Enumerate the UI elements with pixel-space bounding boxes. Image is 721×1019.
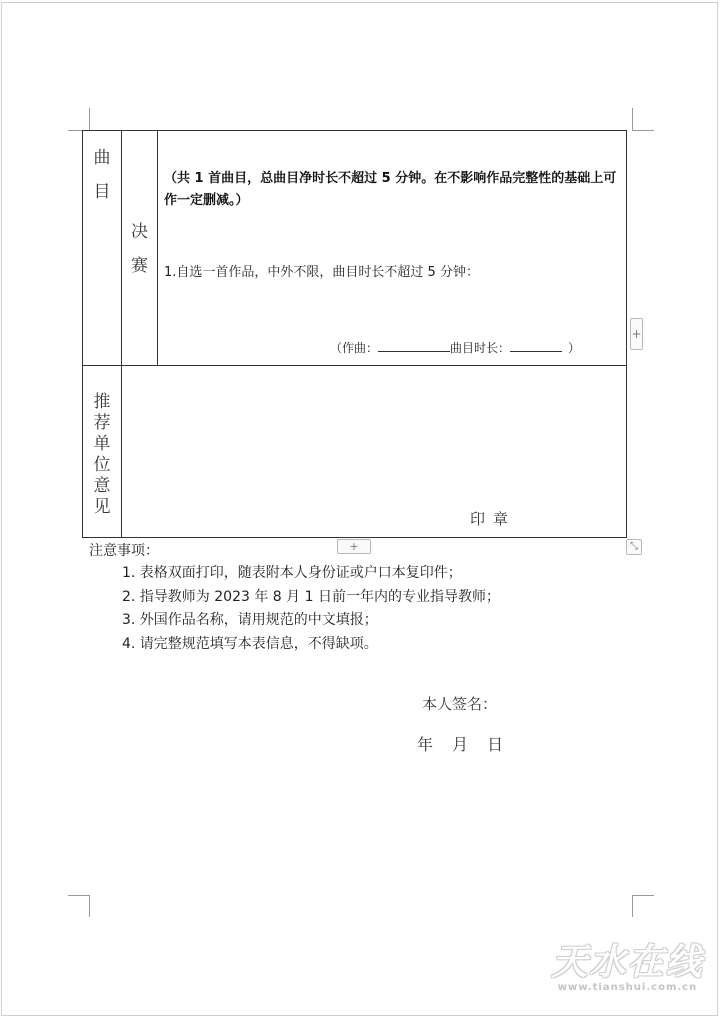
composer-label: （作曲：	[330, 341, 379, 355]
notes-list	[122, 562, 500, 656]
crop-mark-bottom-left-h	[68, 895, 90, 896]
crop-mark-bottom-right-v	[632, 895, 633, 917]
note-item-2: 2. 指导教师为 2023 年 8 月 1 日前一年内的专业指导教师；	[122, 588, 500, 605]
site-watermark	[540, 940, 715, 993]
recommend-label: 推荐单位意见	[93, 392, 111, 517]
composer-close: ）	[568, 341, 581, 355]
crop-mark-top-right-v	[632, 108, 633, 130]
add-row-button[interactable]: +	[337, 539, 371, 554]
repertoire-item-1: 1.自选一首作品，中外不限，曲目时长不超过 5 分钟：	[164, 265, 479, 280]
repertoire-label-cell	[83, 131, 122, 366]
table-resize-handle[interactable]: ⤡	[626, 539, 642, 555]
final-round-label: 决赛	[131, 222, 148, 276]
repertoire-content-cell[interactable]	[158, 131, 627, 366]
repertoire-note: （共 1 首曲目，总曲目净时长不超过 5 分钟。在不影响作品完整性的基础上可作一定删减。）	[164, 171, 617, 208]
composer-duration-line	[330, 339, 580, 356]
final-label-cell	[122, 131, 158, 366]
recommend-label-cell	[83, 366, 122, 538]
date-line: 年 月 日	[417, 735, 504, 754]
crop-mark-top-left-v	[89, 108, 90, 130]
watermark-url: www.tianshui.com.cn	[557, 982, 698, 993]
signature-label: 本人签名：	[422, 695, 498, 713]
recommend-content-cell[interactable]	[122, 366, 627, 538]
notes-title: 注意事项：	[89, 543, 159, 559]
duration-blank[interactable]	[510, 339, 562, 352]
composer-blank[interactable]	[378, 339, 450, 352]
seal-label: 印章	[470, 510, 517, 528]
note-item-4: 4. 请完整规范填写本表信息，不得缺项。	[122, 635, 378, 652]
note-item-3: 3. 外国作品名称，请用规范的中文填报；	[122, 612, 378, 628]
add-column-button[interactable]: +	[630, 318, 643, 350]
crop-mark-bottom-right-h	[632, 895, 654, 896]
watermark-text: 天水在线	[551, 941, 704, 983]
note-item-1: 1. 表格双面打印，随表附本人身份证或户口本复印件；	[122, 565, 462, 581]
crop-mark-top-right-h	[632, 130, 654, 131]
registration-table	[82, 130, 627, 538]
duration-label: 曲目时长：	[450, 341, 511, 355]
crop-mark-bottom-left-v	[89, 895, 90, 917]
repertoire-label: 曲目	[93, 148, 111, 202]
